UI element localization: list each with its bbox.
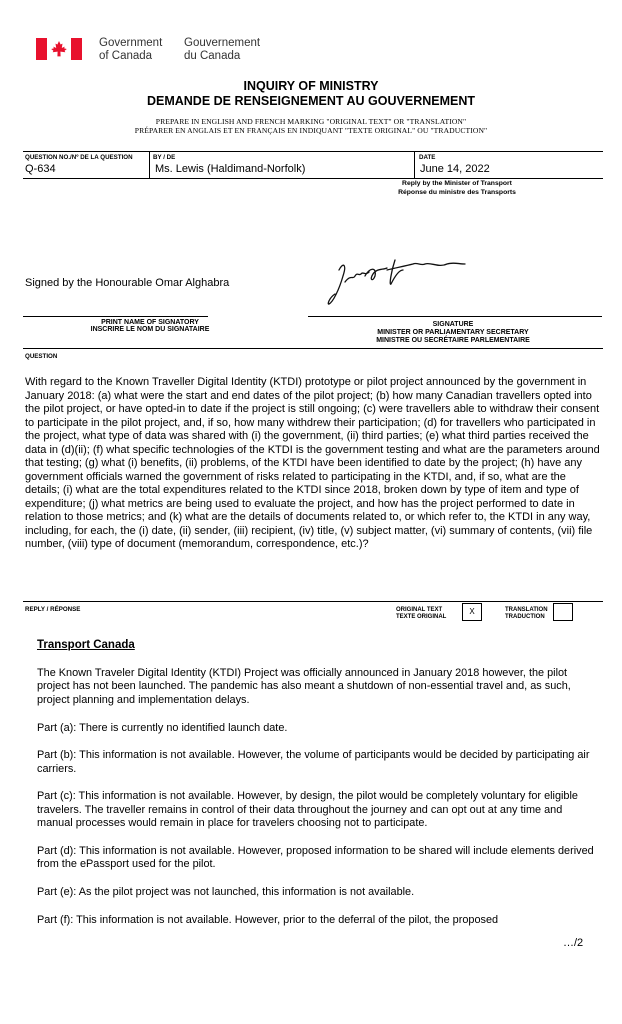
reply-paragraph: The Known Traveler Digital Identity (KTDI) Project was officially announced in January 2018 however, the pilot project has not been launched. The pandemic has also meant a shutdown of non-essential travel and, as such, project planning and implementation delays. [37, 667, 571, 706]
minister-en: MINISTER OR PARLIAMENTARY SECRETARY [377, 329, 529, 336]
signature-label: SIGNATURE [432, 321, 474, 328]
divider [149, 151, 150, 178]
question-label: QUESTION [25, 353, 58, 360]
instructions-en: PREPARE IN ENGLISH AND FRENCH MARKING "ORIGINAL TEXT" OR "TRANSLATION" [155, 117, 467, 126]
instructions-fr: PRÉPARER EN ANGLAIS ET EN FRANÇAIS EN INDIQUANT "TEXTE ORIGINAL" OU "TRADUCTION" [134, 126, 488, 135]
canada-flag-icon [36, 38, 82, 60]
reply-paragraph: Part (d): This information is not available. However, proposed information to be shared will include elements derived from the ePassport used for the pilot. [37, 844, 594, 871]
minister-fr: MINISTRE OU SECRÉTAIRE PARLEMENTAIRE [376, 337, 530, 344]
date-value: June 14, 2022 [420, 163, 490, 175]
divider [23, 178, 603, 179]
continuation-marker: …/2 [563, 937, 584, 949]
reply-paragraph: Part (b): This information is not available. However, the volume of participants would be decided by participating air carriers. [37, 749, 590, 775]
question-text: With regard to the Known Traveller Digital Identity (KTDI) prototype or pilot project announced by the government in January 2018: (a) what were the start and end dates of the pilot project; (b) how many Canadian travellers opted into the pilot project, or have opted-in to date if the project is still ongoing; (c) were travellers able to withdraw their consent to participate in the pilot project, and, if so, how many withdrew their participation; (d) for travellers who participated in the project, what type of data was shared with (i) the government, (ii) third parties; (e) what third parties received the data in (d)(ii); (f) what specific technologies of the KTDI is the government testing and what are the parameters around that testing; (g) what (i) benefits, (ii) problems, of the KTDI have been identified to date by the project; (h) have any government officials warned the government of risks related to participating in the KTDI, and, if so, what are the details; (i) what are the total expenditures related to the KTDI since 2018, broken down by type of item and type of expenditure; (j) what metrics are being used to evaluate the project, and how has the project performed to date in relation to those metrics; and (k) what are the details of documents related to, or which refer to, the KTDI in any way, including, for each, the (i) date, (ii) sender, (iii) recipient, (iv) title, (v) subject matter, (vi) summary of contents, (vii) file number, (viii) type of document (memorandum, correspondence, etc.)? [25, 376, 600, 550]
divider [414, 151, 415, 178]
print-name-en: PRINT NAME OF SIGNATORY [101, 319, 199, 326]
divider [23, 601, 603, 602]
original-text-label-en: ORIGINAL TEXT [396, 607, 443, 613]
divider [23, 348, 603, 349]
title-en: INQUIRY OF MINISTRY [243, 79, 379, 93]
divider [23, 151, 603, 152]
translation-label-fr: TRADUCTION [505, 614, 545, 620]
gov-fr-line1: Gouvernement [184, 37, 261, 49]
by-value: Ms. Lewis (Haldimand-Norfolk) [155, 163, 306, 175]
signature-image [325, 246, 475, 316]
reply-paragraph: Part (e): As the pilot project was not launched, this information is not available. [37, 885, 415, 898]
reply-by-en: Reply by the Minister of Transport [402, 180, 512, 187]
translation-checkbox[interactable] [553, 603, 573, 621]
reply-body [37, 667, 599, 941]
gov-en-line1: Government [99, 37, 163, 49]
government-of-canada-en [99, 37, 162, 63]
reply-label: REPLY / RÉPONSE [25, 606, 81, 613]
gov-fr-line2: du Canada [184, 50, 241, 62]
reply-paragraph: Part (c): This information is not available. However, by design, the pilot would be completely voluntary for eligible travelers. The traveller remains in control of their data throughout the journey and can opt out at any time and manual processes would remain in place for travelers choosing not to participate. [37, 790, 578, 830]
gouvernement-du-canada-fr [184, 37, 260, 63]
question-no-value: Q-634 [25, 163, 56, 175]
title-fr: DEMANDE DE RENSEIGNEMENT AU GOUVERNEMENT [146, 94, 476, 108]
reply-department: Transport Canada [37, 639, 135, 651]
translation-label-en: TRANSLATION [505, 607, 548, 613]
reply-by-fr: Réponse du ministre des Transports [398, 189, 516, 196]
print-name-line [23, 316, 208, 317]
by-label: BY / DE [153, 154, 176, 161]
question-no-label: QUESTION NO./Nº DE LA QUESTION [25, 154, 133, 161]
gov-en-line2: of Canada [99, 50, 153, 62]
signature-line [308, 316, 602, 317]
original-text-label-fr: TEXTE ORIGINAL [396, 614, 447, 620]
print-name-fr: INSCRIRE LE NOM DU SIGNATAIRE [90, 326, 210, 333]
original-text-checkbox[interactable]: X [462, 603, 482, 621]
reply-paragraph: Part (a): There is currently no identified launch date. [37, 721, 288, 734]
signed-by: Signed by the Honourable Omar Alghabra [25, 277, 230, 289]
reply-paragraph: Part (f): This information is not available. However, prior to the deferral of the pilot, the proposed [37, 913, 499, 926]
date-label: DATE [419, 154, 436, 161]
